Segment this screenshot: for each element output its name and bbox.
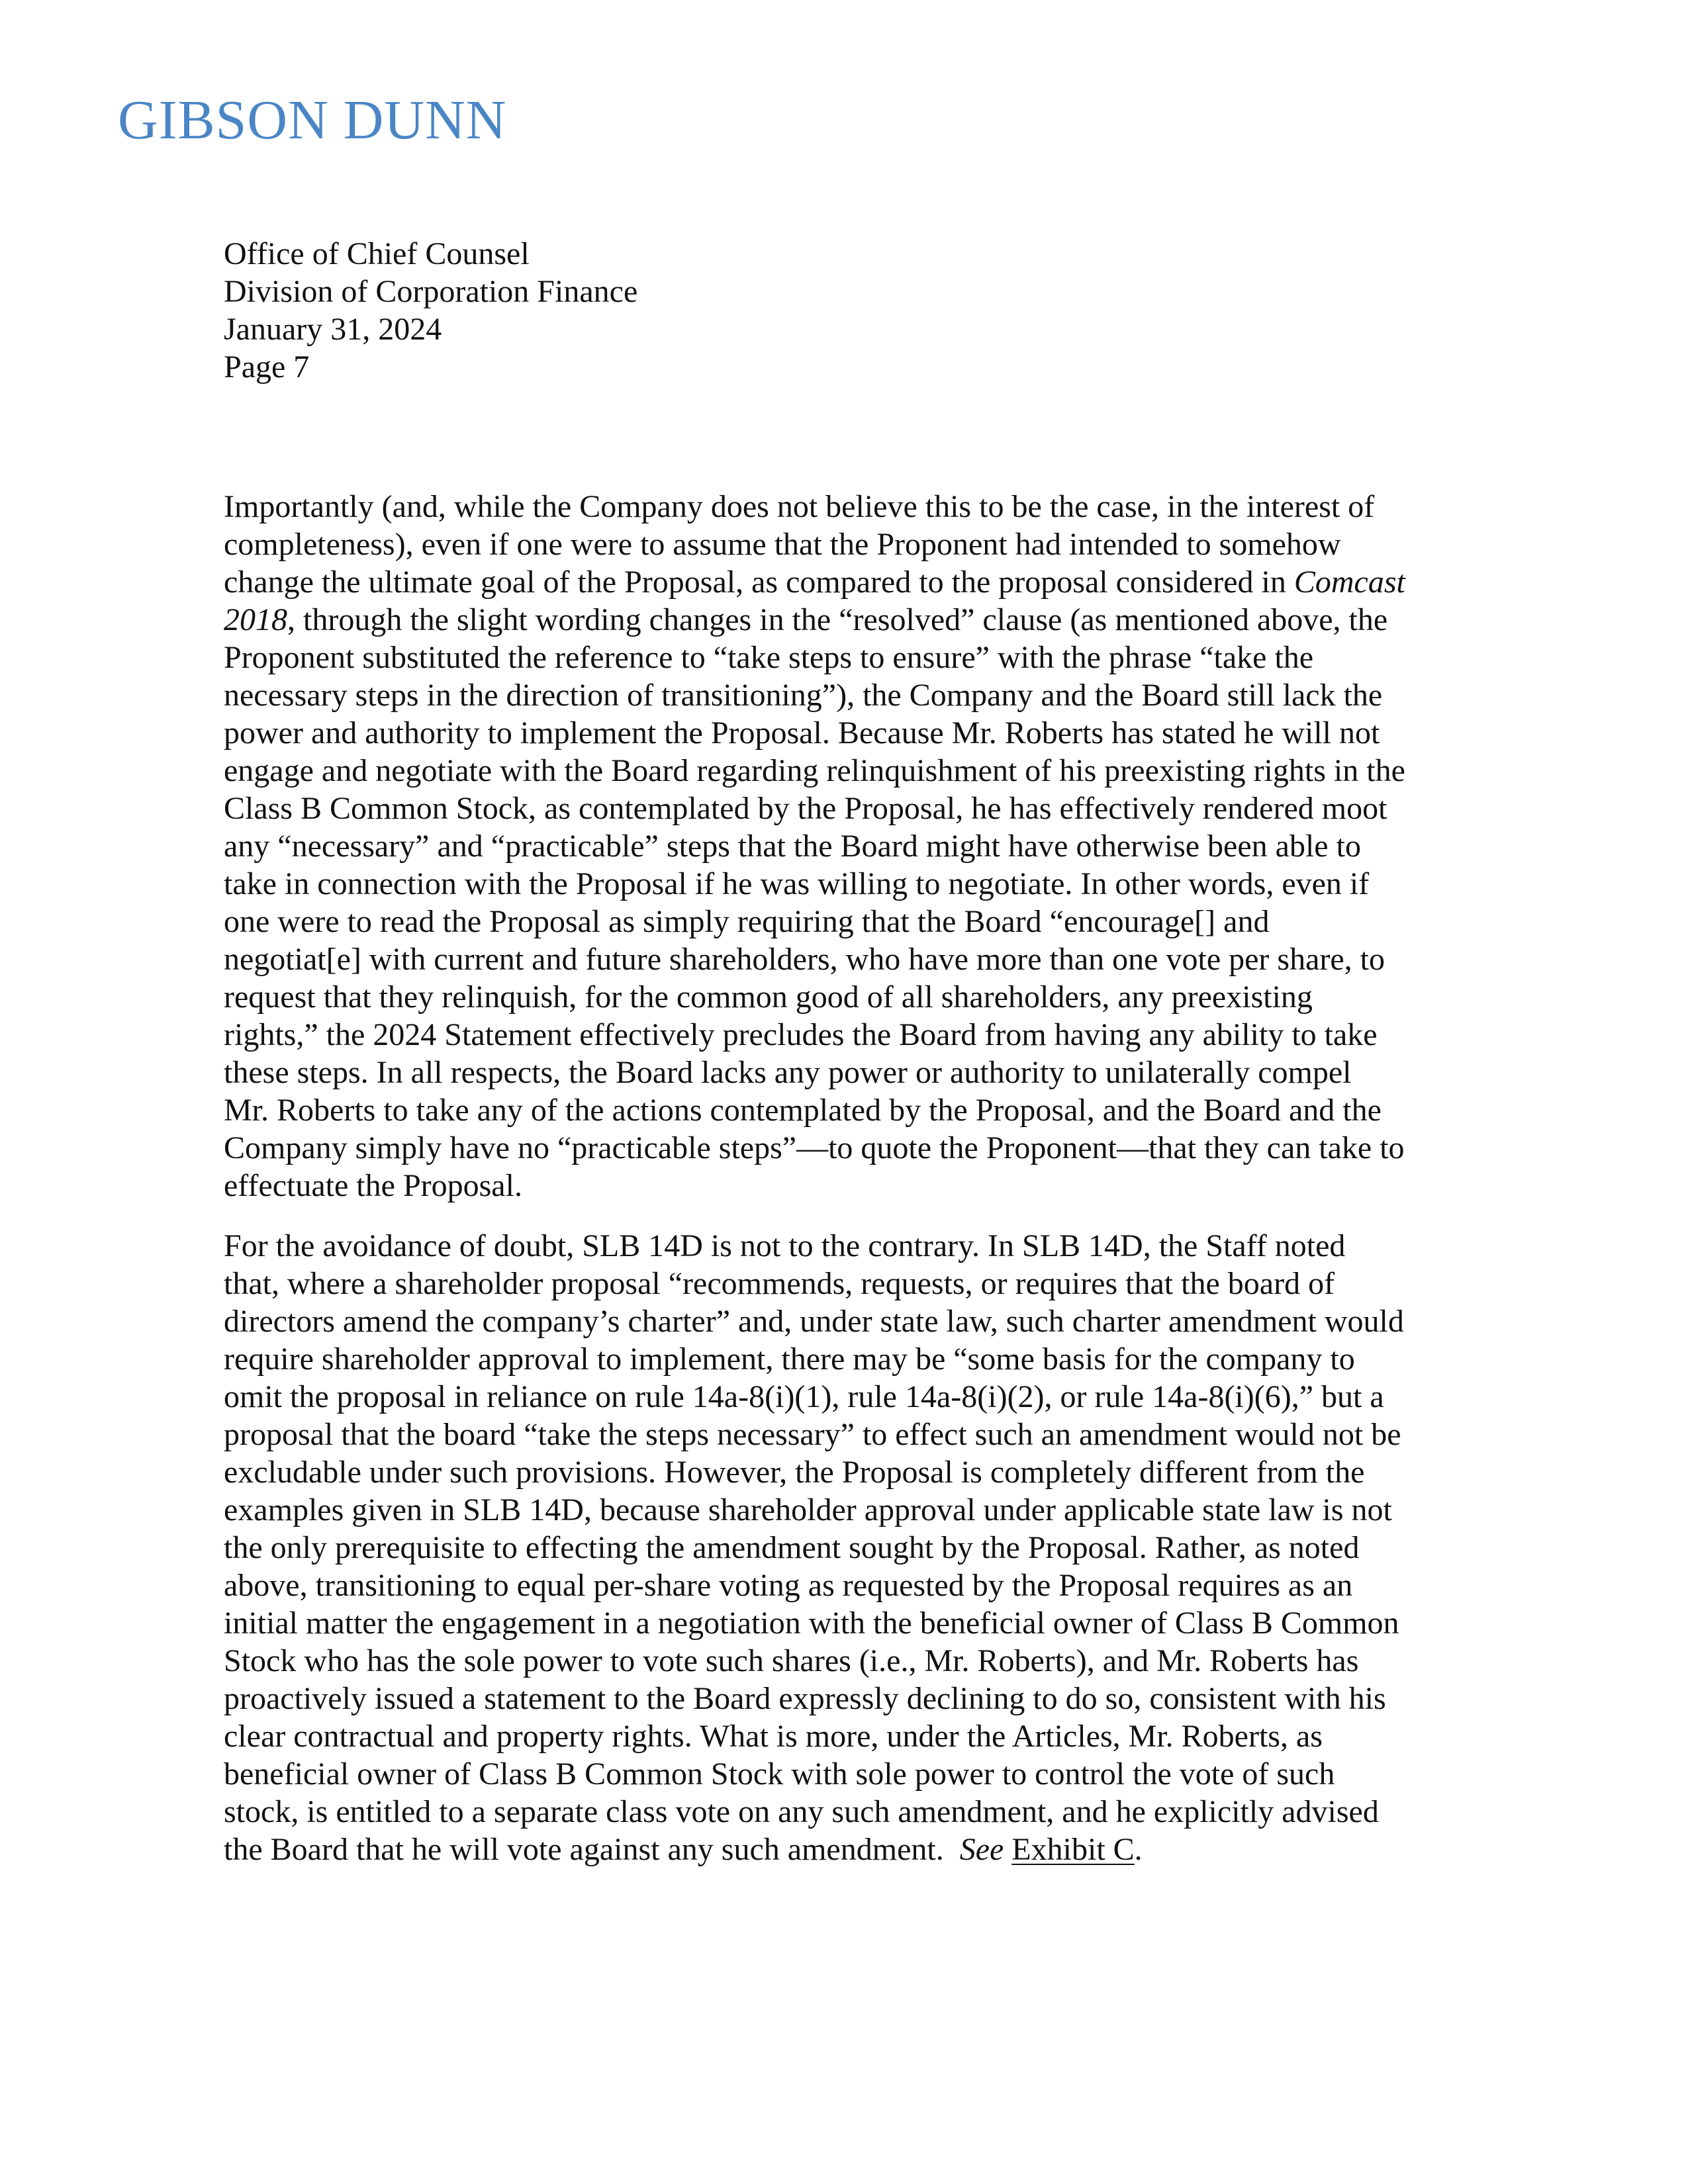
text-line: completeness), even if one were to assume that the Proponent had intended to somehow xyxy=(224,527,1341,562)
text-line: clear contractual and property rights. What is more, under the Articles, Mr. Roberts, as xyxy=(224,1719,1323,1754)
text-run: , through the slight wording changes in the “resolved” clause (as mentioned above, the xyxy=(287,602,1388,637)
text-run: the Board that he will vote against any such amendment. xyxy=(224,1832,960,1867)
letter-body xyxy=(224,488,1468,1891)
division: Division of Corporation Finance xyxy=(224,274,638,309)
text-line: engage and negotiate with the Board regarding relinquishment of his preexisting rights in the xyxy=(224,753,1405,788)
firm-logo: GIBSON DUNN xyxy=(118,89,507,151)
text-line: examples given in SLB 14D, because shareholder approval under applicable state law is not xyxy=(224,1492,1392,1527)
text-line: request that they relinquish, for the common good of all shareholders, any preexisting xyxy=(224,979,1313,1015)
text-line: beneficial owner of Class B Common Stock with sole power to control the vote of such xyxy=(224,1756,1335,1792)
text-line: Company simply have no “practicable steps”—to quote the Proponent—that they can take to xyxy=(224,1130,1405,1165)
addressee: Office of Chief Counsel xyxy=(224,236,530,271)
text-line: For the avoidance of doubt, SLB 14D is not to the contrary. In SLB 14D, the Staff noted xyxy=(224,1228,1346,1263)
text-line: rights,” the 2024 Statement effectively precludes the Board from having any ability to take xyxy=(224,1017,1378,1052)
text-line: these steps. In all respects, the Board lacks any power or authority to unilaterally compel xyxy=(224,1055,1352,1090)
case-citation-year: 2018 xyxy=(224,602,287,637)
text-run: . xyxy=(1134,1832,1143,1867)
paragraph xyxy=(224,488,1468,1205)
text-line: proactively issued a statement to the Board expressly declining to do so, consistent with his xyxy=(224,1681,1386,1716)
text-line: effectuate the Proposal. xyxy=(224,1168,522,1203)
text-run: change the ultimate goal of the Proposal, as compared to the proposal considered in xyxy=(224,565,1286,600)
text-line: Importantly (and, while the Company does not believe this to be the case, in the interest of xyxy=(224,489,1375,524)
text-line: excludable under such provisions. However, the Proposal is completely different from the xyxy=(224,1455,1365,1490)
see-signal: See xyxy=(959,1832,1004,1867)
text-line: Stock who has the sole power to vote such shares (i.e., Mr. Roberts), and Mr. Roberts has xyxy=(224,1643,1359,1678)
text-line: stock, is entitled to a separate class vote on any such amendment, and he explicitly advised xyxy=(224,1794,1379,1829)
text-line: require shareholder approval to implement, there may be “some basis for the company to xyxy=(224,1342,1355,1377)
letter-header xyxy=(224,235,637,386)
text-line: necessary steps in the direction of transitioning”), the Company and the Board still lack the xyxy=(224,678,1383,713)
text-line: initial matter the engagement in a negotiation with the beneficial owner of Class B Common xyxy=(224,1606,1399,1641)
text-line xyxy=(224,601,1468,639)
text-line: Mr. Roberts to take any of the actions contemplated by the Proposal, and the Board and the xyxy=(224,1093,1382,1128)
text-line xyxy=(224,1831,1468,1868)
page-number: Page 7 xyxy=(224,349,310,385)
text-line xyxy=(224,563,1468,601)
text-run xyxy=(1004,1832,1011,1867)
text-line: Proponent substituted the reference to “take steps to ensure” with the phrase “take the xyxy=(224,640,1314,675)
exhibit-c-reference: Exhibit C xyxy=(1011,1832,1135,1867)
text-line: omit the proposal in reliance on rule 14a-8(i)(1), rule 14a-8(i)(2), or rule 14a-8(i)(6),” but a xyxy=(224,1379,1384,1414)
text-line: negotiat[e] with current and future shareholders, who have more than one vote per share, to xyxy=(224,942,1385,977)
case-citation: Comcast xyxy=(1293,565,1405,600)
text-line: one were to read the Proposal as simply requiring that the Board “encourage[] and xyxy=(224,904,1270,939)
text-line: power and authority to implement the Proposal. Because Mr. Roberts has stated he will not xyxy=(224,715,1380,751)
text-line: any “necessary” and “practicable” steps that the Board might have otherwise been able to xyxy=(224,829,1361,864)
text-line: that, where a shareholder proposal “recommends, requests, or requires that the board of xyxy=(224,1266,1335,1301)
paragraph xyxy=(224,1227,1468,1868)
text-line: take in connection with the Proposal if he was willing to negotiate. In other words, even if xyxy=(224,866,1370,901)
text-line: directors amend the company’s charter” and, under state law, such charter amendment would xyxy=(224,1304,1404,1339)
letter-date: January 31, 2024 xyxy=(224,312,442,347)
text-line: above, transitioning to equal per-share voting as requested by the Proposal requires as an xyxy=(224,1568,1353,1603)
text-line: proposal that the board “take the steps necessary” to effect such an amendment would not be xyxy=(224,1417,1401,1452)
text-line: Class B Common Stock, as contemplated by the Proposal, he has effectively rendered moot xyxy=(224,791,1387,826)
text-line: the only prerequisite to effecting the amendment sought by the Proposal. Rather, as noted xyxy=(224,1530,1360,1565)
